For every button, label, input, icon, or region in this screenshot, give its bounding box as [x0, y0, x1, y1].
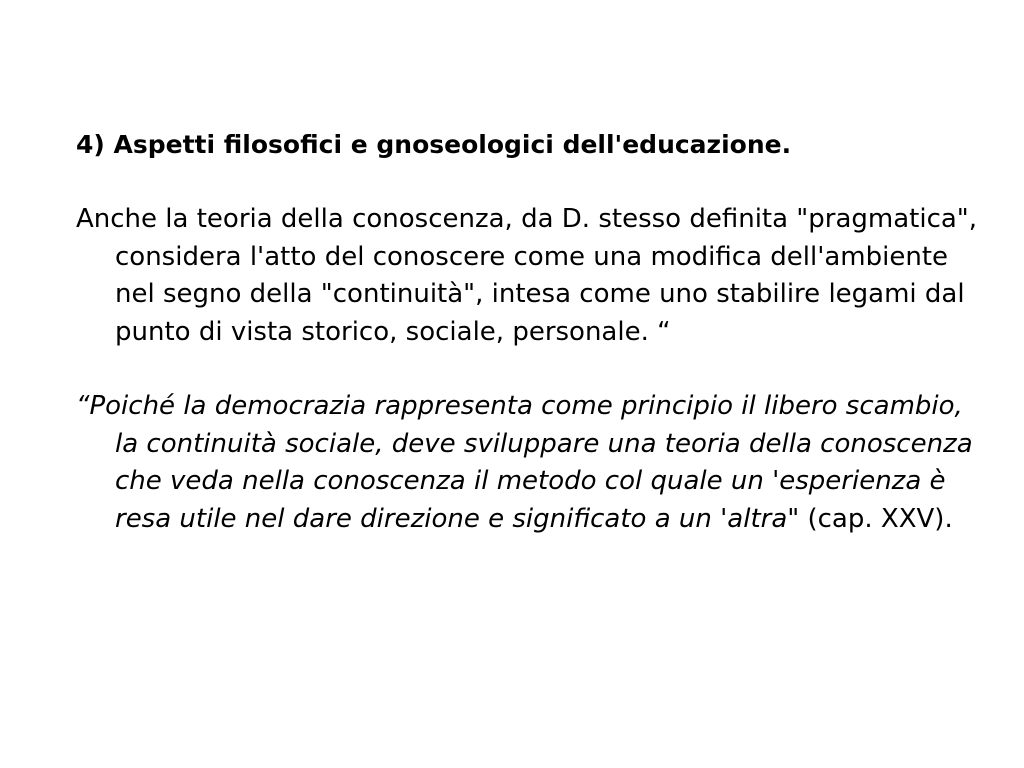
- slide-content: [76, 126, 986, 538]
- paragraph-pragmatic-theory: Anche la teoria della conoscenza, da D. stesso definita "pragmatica", considera l'atto del conoscere come una modifica dell'ambiente nel segno della "continuità", intesa come uno stabilire legami dal punto di vista storico, sociale, personale. “: [76, 204, 978, 347]
- quote-text: “Poiché la democrazia rappresenta come principio il libero scambio, la continuità sociale, deve sviluppare una teoria della conoscenza che veda nella conoscenza il metodo col quale un 'esperienza è resa utile nel dare direzione e significato a un 'altra": [76, 391, 973, 534]
- quote-citation: (cap. XXV).: [799, 503, 953, 534]
- paragraph-quote: [76, 388, 986, 538]
- slide-title: 4) Aspetti filosofici e gnoseologici dell'educazione.: [76, 130, 792, 159]
